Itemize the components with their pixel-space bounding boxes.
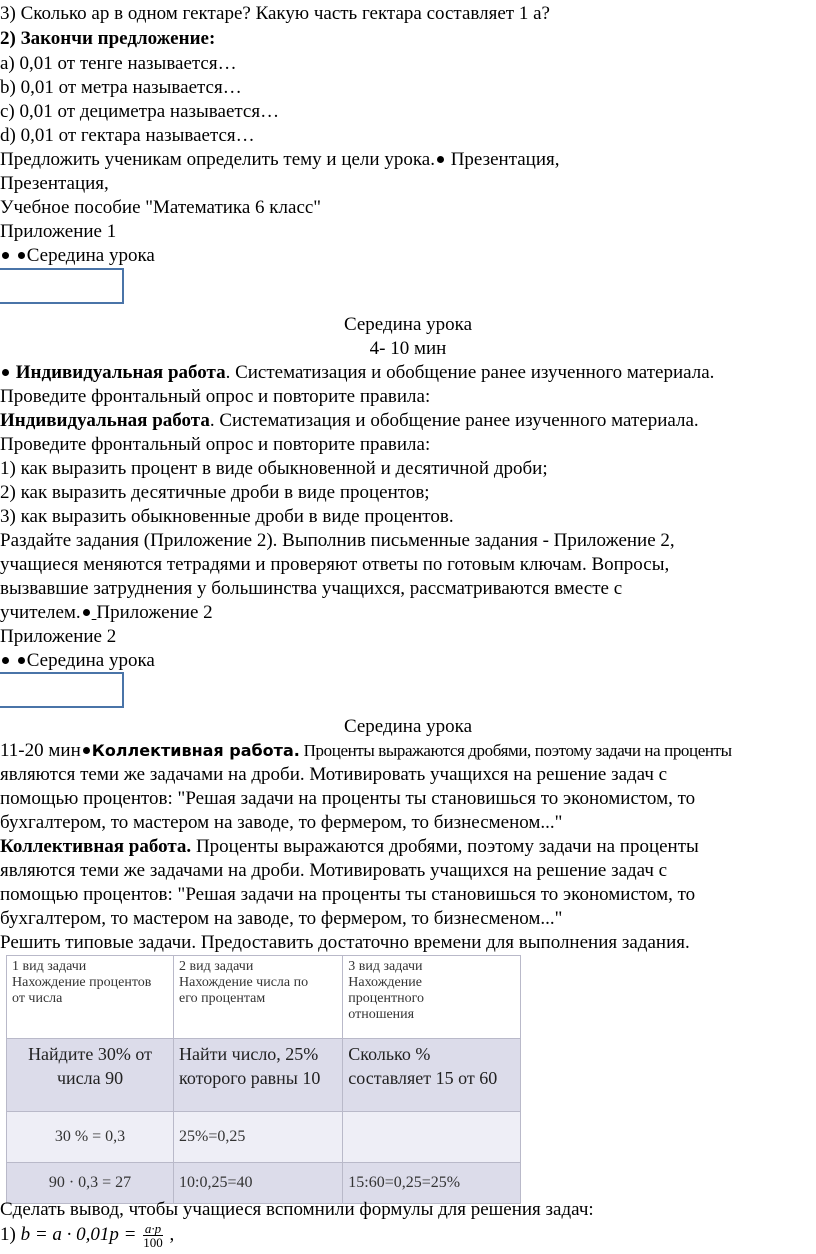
bullet-icon — [2, 369, 9, 376]
rule-1: 1) как выразить процент в виде обыкновенной и десятичной дроби; — [0, 458, 548, 479]
section-marker: Середина урока — [0, 649, 155, 672]
section-marker: Середина урока — [0, 244, 155, 267]
paragraph-line: помощью процентов: "Решая задачи на проценты ты становишься то экономистом, то — [0, 788, 696, 809]
question-3: 3) Сколько ар в одном гектаре? Какую часть гектара составляет 1 а? — [0, 3, 550, 24]
bullet-icon — [2, 657, 9, 664]
paragraph-line: бухгалтером, то мастером на заводе, то фермером, то бизнесменом..." — [0, 812, 563, 833]
table-cell: 25%=0,25 — [174, 1112, 343, 1163]
bullet-icon — [83, 609, 90, 616]
paragraph-line: Раздайте задания (Приложение 2). Выполнив письменные задания - Приложение 2, — [0, 530, 675, 551]
resource-appendix-1: Приложение 1 — [0, 221, 117, 242]
table-cell: Сколько % составляет 15 от 60 — [343, 1039, 521, 1112]
resource-presentation: Презентация, — [0, 173, 109, 194]
table-cell: 10:0,25=40 — [174, 1163, 343, 1204]
table-cell — [343, 1112, 521, 1163]
paragraph-line: бухгалтером, то мастером на заводе, то фермером, то бизнесменом..." — [0, 908, 563, 929]
bullet-icon — [18, 657, 25, 664]
item-b: b) 0,01 от метра называется… — [0, 77, 242, 98]
resource-appendix-2: Приложение 2 — [0, 626, 117, 647]
section-title: Середина урока — [343, 716, 473, 737]
table-row — [7, 1039, 521, 1112]
time-range: 4- 10 мин — [369, 338, 447, 359]
rule-2: 2) как выразить десятичные дроби в виде процентов; — [0, 482, 430, 503]
table-cell: 30 % = 0,3 — [7, 1112, 174, 1163]
table-cell: 1 вид задачи Нахождение процентов от числа — [7, 956, 174, 1039]
rule-3: 3) как выразить обыкновенные дроби в виде процентов. — [0, 506, 454, 527]
paragraph-line: являются теми же задачами на дроби. Мотивировать учащихся на решение задач с — [0, 764, 668, 785]
individual-work-line-2: Индивидуальная работа. Систематизация и обобщение ранее изученного материала. — [0, 410, 699, 431]
table-cell: Найти число, 25% которого равны 10 — [174, 1039, 343, 1112]
paragraph-line: помощью процентов: "Решая задачи на проценты ты становишься то экономистом, то — [0, 884, 696, 905]
task-types-table — [6, 955, 521, 1204]
item-a: a) 0,01 от тенге называется… — [0, 53, 237, 74]
task-heading: 2) Закончи предложение: — [0, 28, 216, 49]
resource-textbook: Учебное пособие "Математика 6 класс" — [0, 197, 322, 218]
survey-line: Проведите фронтальный опрос и повторите правила: — [0, 386, 431, 407]
bullet-icon — [437, 156, 444, 163]
table-header-row — [7, 956, 521, 1039]
bullet-icon — [83, 747, 90, 754]
paragraph-line: учителем. Приложение 2 — [0, 602, 213, 623]
section-title: Середина урока — [343, 314, 473, 335]
formula-fraction: $\frac{a\cdot p}{100}$ — [143, 1221, 163, 1250]
individual-work-line: Индивидуальная работа. Систематизация и обобщение ранее изученного материала. — [0, 361, 714, 384]
table-cell: 15:60=0,25=25% — [343, 1163, 521, 1204]
collective-work-line: 11-20 мин Коллективная работа. Проценты выражаются дробями, поэтому задачи на проценты — [0, 740, 732, 761]
item-c: c) 0,01 от дециметра называется… — [0, 101, 280, 122]
table-cell: 2 вид задачи Нахождение числа по его процентам — [174, 956, 343, 1039]
paragraph-line: вызвавшие затруднения у большинства учащихся, рассматриваются вместе с — [0, 578, 623, 599]
survey-line-2: Проведите фронтальный опрос и повторите правила: — [0, 434, 431, 455]
formula-line: 1) b = a · 0,01p = $\frac{a\cdot p}{100}$ , — [0, 1221, 175, 1250]
collective-work-line-2: Коллективная работа. Проценты выражаются дробями, поэтому задачи на проценты — [0, 836, 699, 857]
table-cell: 90 · 0,3 = 27 — [7, 1163, 174, 1204]
paragraph-line: учащиеся меняются тетрадями и проверяют ответы по готовым ключам. Вопросы, — [0, 554, 670, 575]
table-cell: Найдите 30% от числа 90 — [7, 1039, 174, 1112]
instruction-line: Предложить ученикам определить тему и цели урока. Презентация, — [0, 149, 560, 170]
paragraph-line: являются теми же задачами на дроби. Мотивировать учащихся на решение задач с — [0, 860, 668, 881]
empty-frame — [0, 268, 124, 304]
item-d: d) 0,01 от гектара называется… — [0, 125, 255, 146]
conclusion-line: Сделать вывод, чтобы учащиеся вспомнили формулы для решения задач: — [0, 1199, 594, 1220]
paragraph-line: Решить типовые задачи. Предоставить достаточно времени для выполнения задания. — [0, 932, 690, 953]
table-row — [7, 1112, 521, 1163]
table-cell: 3 вид задачи Нахождение процентного отношения — [343, 956, 521, 1039]
empty-frame — [0, 672, 124, 708]
bullet-icon — [18, 252, 25, 259]
bullet-icon — [2, 252, 9, 259]
